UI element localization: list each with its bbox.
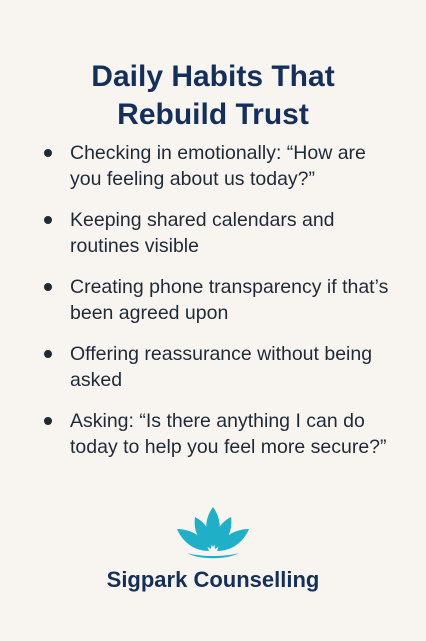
list-item-text: Checking in emotionally: “How are you feeling about us today?” <box>70 142 366 190</box>
bullet-icon <box>44 216 52 224</box>
list-item-text: Keeping shared calendars and routines visible <box>70 209 335 257</box>
list-item <box>40 341 390 393</box>
list-item <box>40 408 390 460</box>
title-line-2: Rebuild Trust <box>117 98 309 132</box>
bullet-icon <box>44 350 52 358</box>
list-item-text: Asking: “Is there anything I can do today to help you feel more secure?” <box>70 410 387 458</box>
lotus-icon <box>173 505 253 561</box>
habits-list <box>40 140 390 475</box>
page-title <box>0 58 426 134</box>
bullet-icon <box>44 149 52 157</box>
title-line-1: Daily Habits That <box>91 60 335 94</box>
list-item-text: Offering reassurance without being asked <box>70 343 373 391</box>
list-item <box>40 140 390 192</box>
list-item <box>40 274 390 326</box>
bullet-icon <box>44 417 52 425</box>
list-item <box>40 207 390 259</box>
bullet-icon <box>44 283 52 291</box>
brand-name: Sigpark Counselling <box>106 567 320 592</box>
list-item-text: Creating phone transparency if that’s been agreed upon <box>70 276 389 324</box>
